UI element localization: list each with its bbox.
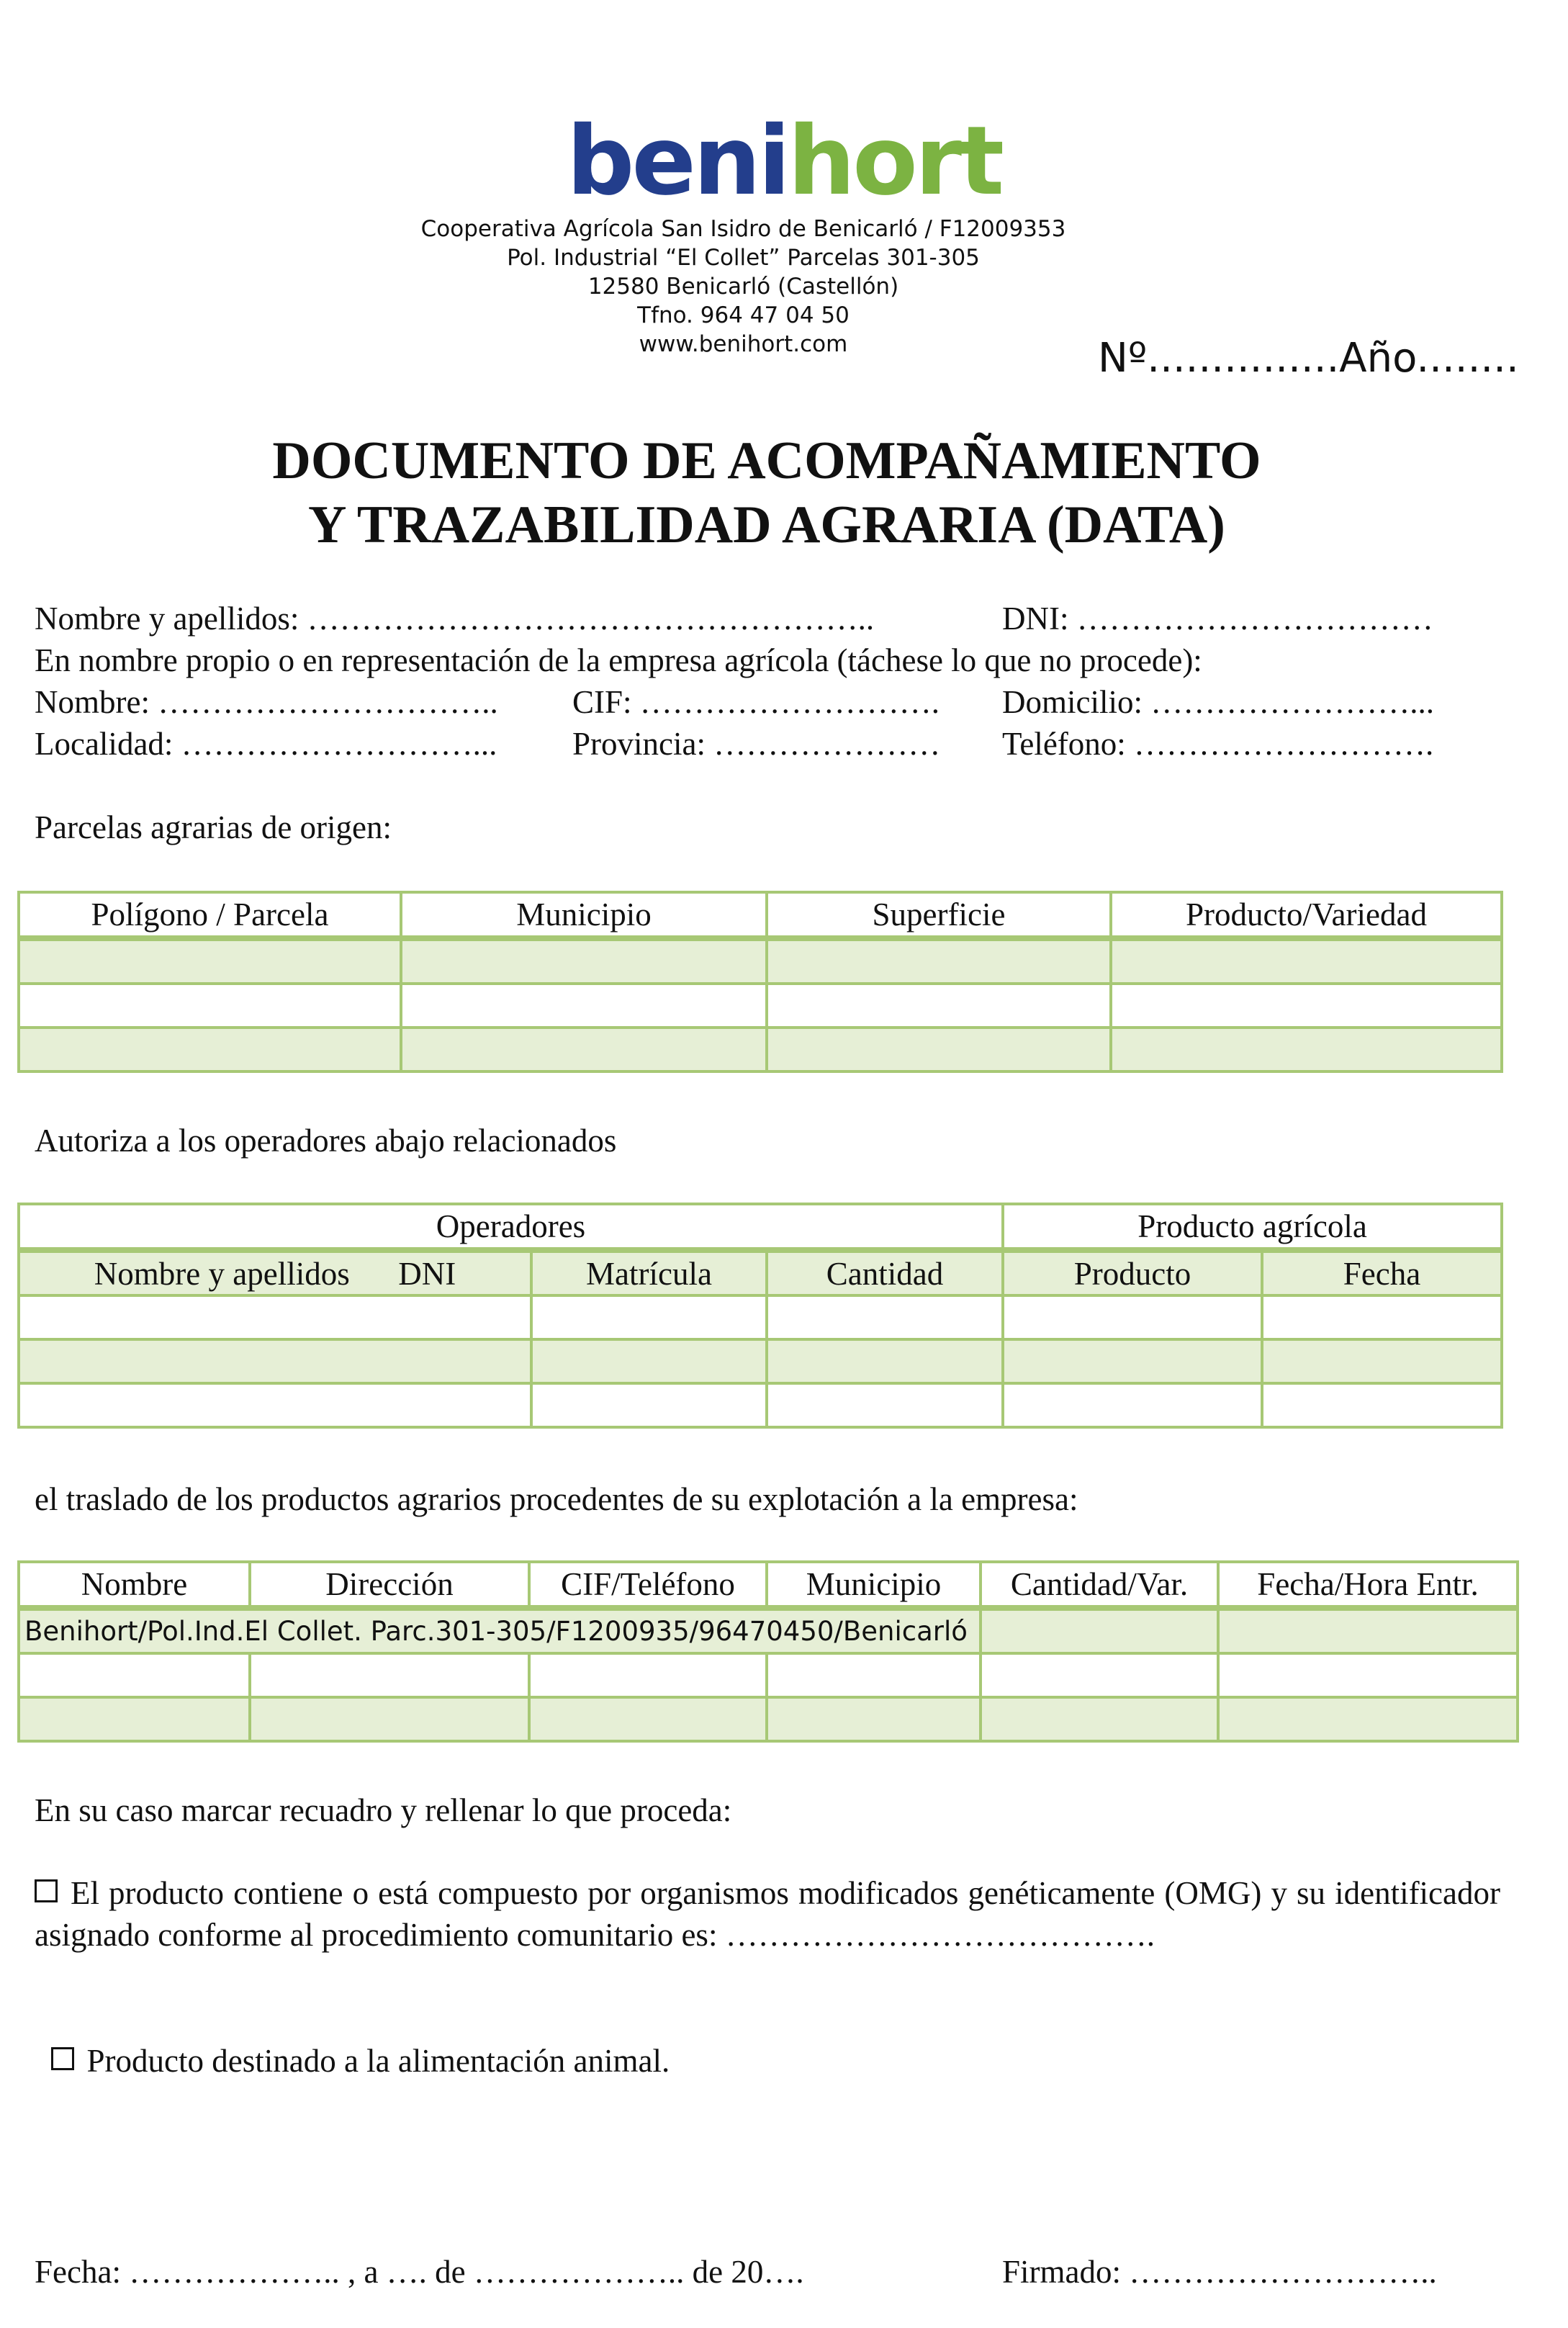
name-surname-field[interactable]: Nombre y apellidos: ……………………………………………..	[35, 601, 875, 637]
animal-feed-option[interactable]	[35, 1998, 670, 2082]
operators-detail-table	[17, 1247, 1503, 1429]
table-cell[interactable]	[19, 1295, 531, 1339]
table-cell[interactable]	[767, 1028, 1111, 1071]
header-matricula: Matrícula	[531, 1250, 767, 1295]
table-cell[interactable]	[767, 1653, 981, 1697]
table-row	[19, 1697, 1518, 1741]
table-cell[interactable]	[981, 1697, 1218, 1741]
document-number-year: Nº...............Año........	[1098, 335, 1519, 382]
table-row	[19, 1653, 1518, 1697]
table-cell[interactable]	[981, 1608, 1218, 1653]
address-line-5: www.benihort.com	[639, 331, 848, 357]
table-cell[interactable]	[767, 938, 1111, 984]
header-fecha: Fecha	[1262, 1250, 1502, 1295]
parcels-header-row	[19, 892, 1502, 938]
table-cell[interactable]	[401, 938, 767, 984]
table-cell[interactable]	[767, 1697, 981, 1741]
dni-field[interactable]: DNI: ……………………………	[1002, 601, 1433, 637]
table-row	[19, 1295, 1502, 1339]
table-cell[interactable]	[1262, 1383, 1502, 1427]
options-label: En su caso marcar recuadro y rellenar lo que proceda:	[35, 1792, 732, 1828]
header-cantidad-var: Cantidad/Var.	[981, 1562, 1218, 1608]
table-cell[interactable]	[19, 1339, 531, 1383]
parcels-label: Parcelas agrarias de origen:	[35, 809, 392, 845]
phone-field[interactable]: Teléfono: ……………………….	[1002, 726, 1434, 762]
address-line-4: Tfno. 964 47 04 50	[637, 302, 850, 328]
table-cell[interactable]	[767, 1383, 1003, 1427]
header-producto-agricola: Producto agrícola	[1003, 1204, 1502, 1249]
table-cell[interactable]	[19, 1383, 531, 1427]
province-field[interactable]: Provincia: …………………	[572, 726, 941, 762]
table-cell[interactable]	[981, 1653, 1218, 1697]
table-cell[interactable]	[1111, 984, 1502, 1028]
document-title-line-2: Y TRAZABILIDAD AGRARIA (DATA)	[308, 495, 1225, 554]
header-cantidad: Cantidad	[767, 1250, 1003, 1295]
header-nombre-apellidos-dni: Nombre y apellidos DNI	[19, 1250, 531, 1295]
table-cell[interactable]	[1218, 1608, 1518, 1653]
transfer-table	[17, 1560, 1519, 1743]
table-row	[19, 1028, 1502, 1071]
table-cell[interactable]	[767, 1339, 1003, 1383]
table-cell[interactable]	[1218, 1653, 1518, 1697]
table-cell[interactable]	[250, 1697, 529, 1741]
animal-feed-option-text: Producto destinado a la alimentación animal.	[86, 2043, 670, 2079]
company-name-field[interactable]: Nombre: …………………………..	[35, 684, 498, 720]
benihort-destination-cell[interactable]: Benihort/Pol.Ind.El Collet. Parc.301-305/F1200935/96470450/Benicarló	[19, 1608, 981, 1653]
header-poligono-parcela: Polígono / Parcela	[19, 892, 401, 938]
table-cell[interactable]	[1003, 1383, 1262, 1427]
address-line-1: Cooperativa Agrícola San Isidro de Benicarló / F12009353	[420, 216, 1066, 242]
benihort-logo	[0, 106, 1568, 217]
logo-part-hort: hort	[788, 106, 1002, 217]
table-row	[19, 1608, 1518, 1653]
omg-option-text: El producto contiene o está compuesto por organismos modificados genéticamente (OMG) y su identificador asignado conforme al procedimiento comunitario es: ………………………………….	[35, 1875, 1500, 1953]
locality-field[interactable]: Localidad: ………………………...	[35, 726, 497, 762]
table-cell[interactable]	[531, 1295, 767, 1339]
table-cell[interactable]	[531, 1339, 767, 1383]
address-line-2: Pol. Industrial “El Collet” Parcelas 301-305	[507, 245, 980, 271]
table-cell[interactable]	[19, 984, 401, 1028]
operators-group-header-row	[19, 1204, 1502, 1249]
table-cell[interactable]	[767, 1295, 1003, 1339]
table-cell[interactable]	[250, 1653, 529, 1697]
table-cell[interactable]	[529, 1697, 767, 1741]
operators-header-row	[19, 1250, 1502, 1295]
table-cell[interactable]	[767, 984, 1111, 1028]
date-field[interactable]: Fecha: ……………….. , a …. de ……………….. de 20….	[35, 2254, 804, 2290]
representation-note: En nombre propio o en representación de la empresa agrícola (táchese lo que no procede):	[35, 642, 1202, 678]
table-cell[interactable]	[531, 1383, 767, 1427]
table-cell[interactable]	[401, 984, 767, 1028]
table-cell[interactable]	[19, 1653, 250, 1697]
signature-field[interactable]: Firmado: ………………………..	[1002, 2254, 1437, 2290]
parcels-table	[17, 891, 1503, 1073]
table-row	[19, 984, 1502, 1028]
table-cell[interactable]	[1218, 1697, 1518, 1741]
document-title-line-1: DOCUMENTO DE ACOMPAÑAMIENTO	[272, 431, 1261, 490]
operators-table	[17, 1203, 1503, 1250]
header-operadores: Operadores	[19, 1204, 1003, 1249]
table-row	[19, 1383, 1502, 1427]
omg-checkbox[interactable]	[35, 1879, 58, 1902]
table-row	[19, 1339, 1502, 1383]
omg-option[interactable]	[35, 1872, 1500, 1956]
header-municipio: Municipio	[767, 1562, 981, 1608]
domicile-field[interactable]: Domicilio: ……………………...	[1002, 684, 1434, 720]
table-cell[interactable]	[529, 1653, 767, 1697]
header-superficie: Superficie	[767, 892, 1111, 938]
table-cell[interactable]	[19, 1697, 250, 1741]
header-fecha-hora-entr: Fecha/Hora Entr.	[1218, 1562, 1518, 1608]
table-row	[19, 938, 1502, 984]
header-cif-telefono: CIF/Teléfono	[529, 1562, 767, 1608]
animal-feed-checkbox[interactable]	[51, 2047, 74, 2070]
cif-field[interactable]: CIF: ……………………….	[572, 684, 940, 720]
table-cell[interactable]	[1262, 1295, 1502, 1339]
table-cell[interactable]	[1111, 938, 1502, 984]
table-cell[interactable]	[1262, 1339, 1502, 1383]
transfer-label: el traslado de los productos agrarios procedentes de su explotación a la empresa:	[35, 1481, 1078, 1517]
header-nombre: Nombre	[19, 1562, 250, 1608]
table-cell[interactable]	[19, 938, 401, 984]
table-cell[interactable]	[1111, 1028, 1502, 1071]
table-cell[interactable]	[401, 1028, 767, 1071]
header-municipio: Municipio	[401, 892, 767, 938]
table-cell[interactable]	[1003, 1295, 1262, 1339]
header-direccion: Dirección	[250, 1562, 529, 1608]
operators-label: Autoriza a los operadores abajo relacionados	[35, 1123, 617, 1159]
address-line-3: 12580 Benicarló (Castellón)	[587, 274, 899, 300]
table-cell[interactable]	[1003, 1339, 1262, 1383]
transfer-header-row	[19, 1562, 1518, 1608]
logo-part-beni: beni	[566, 106, 788, 217]
table-cell[interactable]	[19, 1028, 401, 1071]
header-producto: Producto	[1003, 1250, 1262, 1295]
header-producto-variedad: Producto/Variedad	[1111, 892, 1502, 938]
